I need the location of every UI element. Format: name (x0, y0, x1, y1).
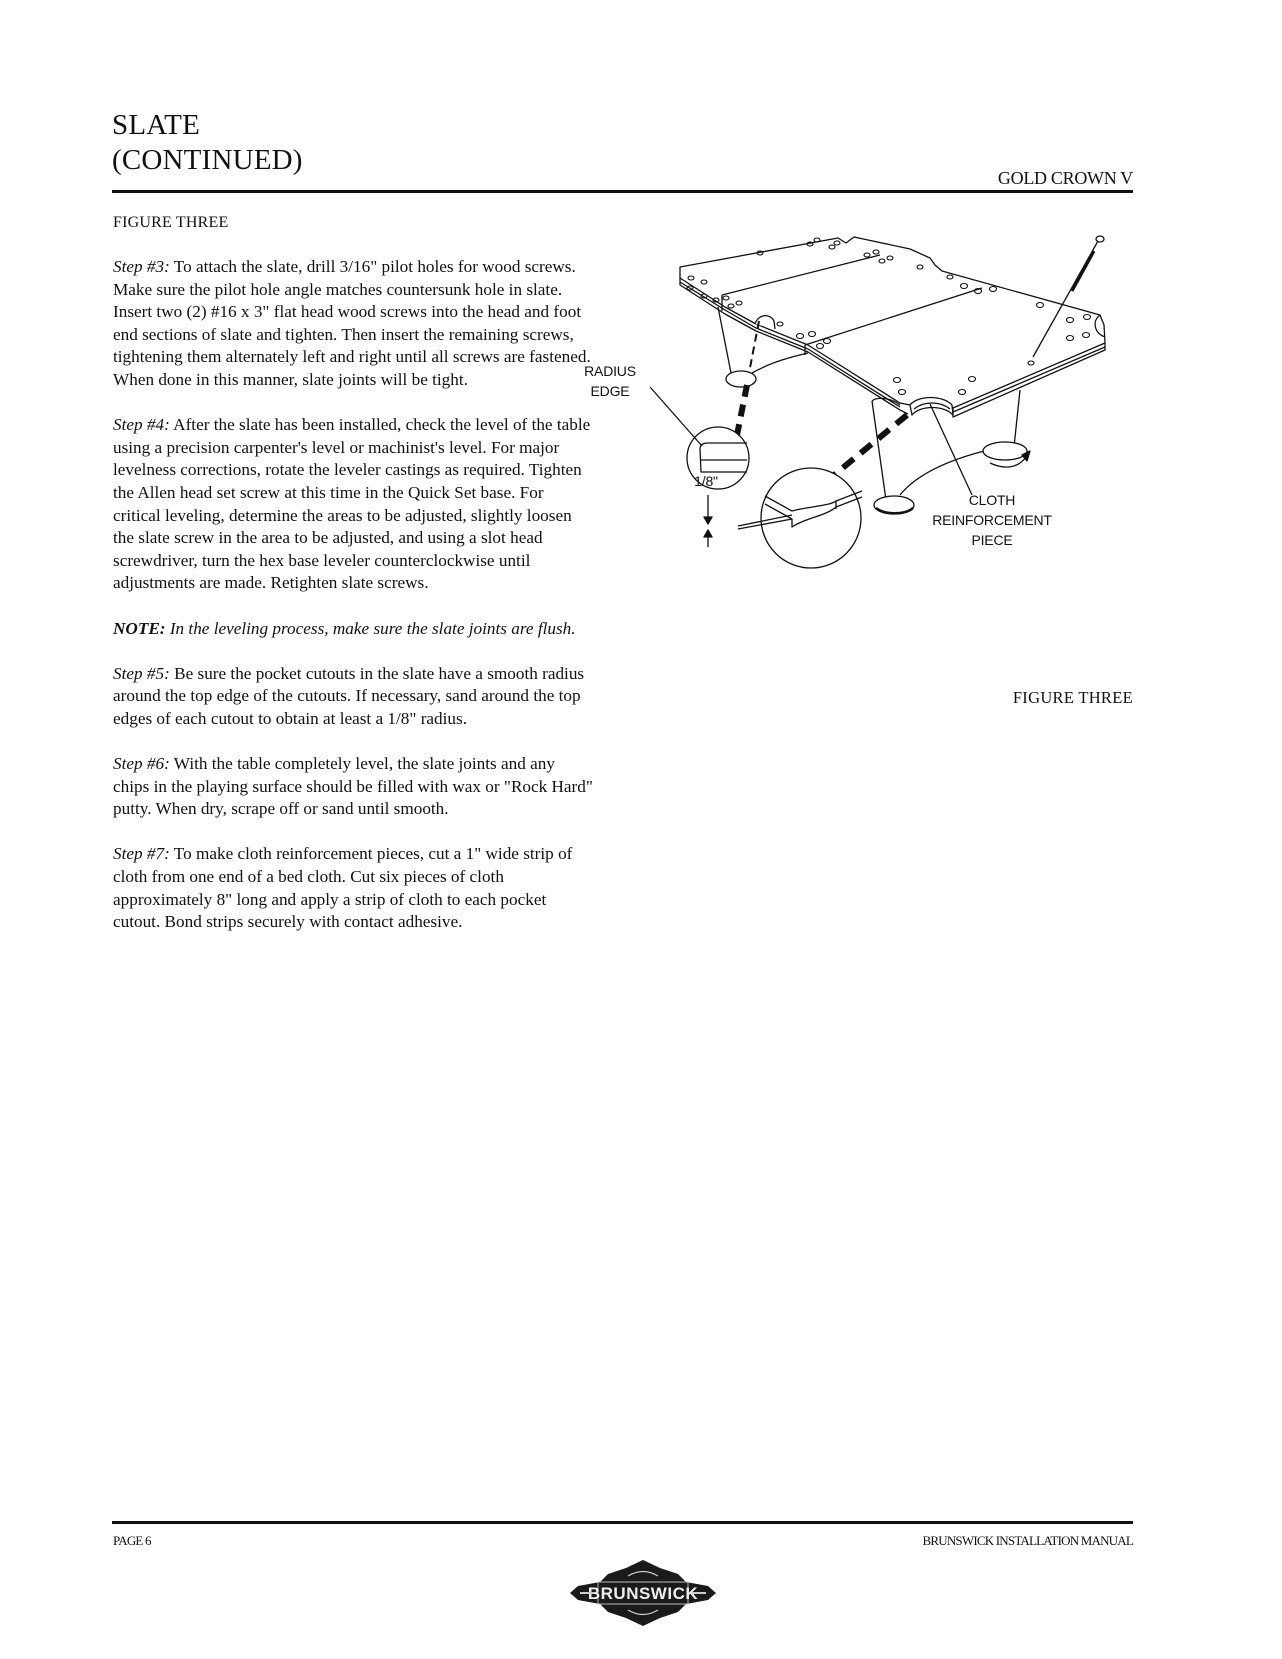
note-paragraph (113, 618, 593, 641)
step-3-paragraph (113, 256, 593, 392)
step-label: Step #6: (113, 754, 170, 774)
section-title-line1: SLATE (112, 109, 200, 141)
cloth-label-line2: REINFORCEMENT (932, 512, 1052, 528)
radius-edge-label-line1: RADIUS (584, 363, 636, 379)
note-label: NOTE: (113, 618, 166, 638)
page-number: PAGE 6 (113, 1533, 151, 1548)
section-title-line2: (CONTINUED) (112, 144, 303, 176)
footer-divider (112, 1521, 1133, 1524)
step-text: After the slate has been installed, check the level of the table using a precision carpenter's level or machinist's level. For major levelness corrections, rotate the leveler castings as required. Tighten the Allen head set screw at this time in the Quick Set base. For critical leveling, determine the areas to be adjusted, slightly loosen the slate screw in the area to be adjusted, and using a slot head screwdriver, turn the hex base leveler counterclockwise until adjustments are made. Retighten slate screws. (113, 415, 591, 593)
section-title (112, 108, 303, 178)
cloth-label-line1: CLOTH (968, 492, 1016, 508)
step-6-paragraph (113, 753, 593, 821)
slate-assembly-illustration (584, 225, 1160, 585)
step-label: Step #7: (113, 844, 170, 864)
step-5-paragraph (113, 663, 593, 731)
note-text: In the leveling process, make sure the slate joints are flush. (165, 618, 576, 638)
step-text: Be sure the pocket cutouts in the slate have a smooth radius around the top edge of the cutouts. If necessary, sand around the top edges of each cutout to obtain at least a 1/8" radius. (113, 663, 585, 728)
cloth-label-line3: PIECE (971, 532, 1013, 548)
cloth-reinforcement-label (922, 490, 1062, 550)
radius-edge-label (578, 361, 642, 401)
step-label: Step #4: (113, 415, 170, 435)
figure-reference: FIGURE THREE (113, 214, 229, 231)
radius-edge-label-line2: EDGE (590, 383, 630, 399)
step-text: To attach the slate, drill 3/16" pilot holes for wood screws. Make sure the pilot hole angle matches countersunk hole in slate. Insert two (2) #16 x 3" flat head wood screws into the head and foot end sections of slate and tighten. Then insert the remaining screws, tightening them alternately left and right until all screws are fastened. When done in this manner, slate joints will be tight. (113, 257, 591, 389)
manual-title: BRUNSWICK INSTALLATION MANUAL (922, 1533, 1133, 1548)
step-7-paragraph (113, 843, 593, 933)
header-divider (112, 190, 1133, 193)
product-name: GOLD CROWN V (997, 168, 1133, 188)
step-text: To make cloth reinforcement pieces, cut a 1" wide strip of cloth from one end of a bed cloth. Cut six pieces of cloth approximately 8" long and apply a strip of cloth to each pocket cutout. Bond strips securely with contact adhesive. (113, 844, 573, 932)
instructions-column (113, 256, 593, 956)
logo-wordmark: BRUNSWICK (587, 1584, 699, 1603)
dimension-label: 1/8" (694, 473, 718, 489)
step-4-paragraph (113, 414, 593, 595)
brunswick-logo (568, 1558, 718, 1628)
step-label: Step #3: (113, 257, 170, 276)
figure-caption: FIGURE THREE (1012, 688, 1133, 707)
step-text: With the table completely level, the slate joints and any chips in the playing surface should be filled with wax or "Rock Hard" putty. When dry, scrape off or sand until smooth. (113, 754, 593, 819)
step-label: Step #5: (113, 663, 170, 683)
